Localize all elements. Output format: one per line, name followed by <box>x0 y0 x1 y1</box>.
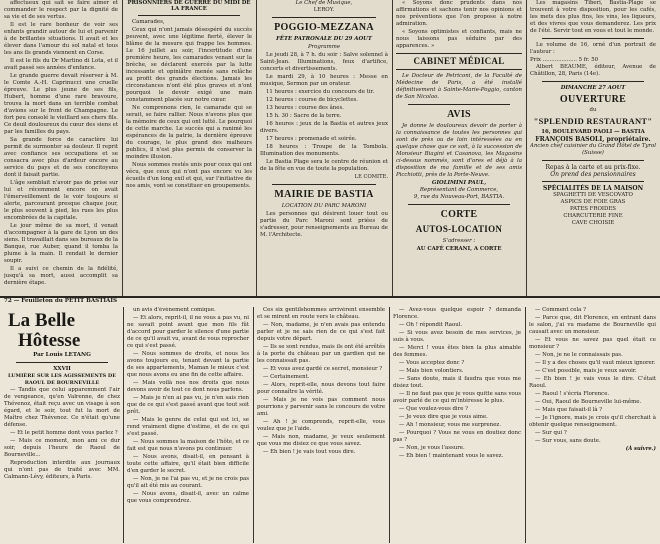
paragraph: — Mais non, madame, je veux seulement que vous me disiez ce que vous savez. <box>257 434 385 447</box>
top-col-3 <box>260 0 388 296</box>
paragraph: PATES FROIDES <box>570 206 616 212</box>
bottom-col-4 <box>393 307 521 543</box>
paragraph: — Ah ! je comprends, reprit-elle, vous voulez que je l'aide. <box>257 419 385 432</box>
paragraph: Le Bastia Plage sera le centre de réunion et de la fête en vue de toute la population. <box>260 159 388 172</box>
paragraph: — Non, madame, je n'en avais pas entendu parler et je ne sais rien de ce qui s'est fait depuis votre départ. <box>257 322 385 342</box>
paragraph: — Parce que, dit Florence, en entrant dans le salon, j'ai vu madame de Bourneville qui causait avec un monsieur. <box>529 315 656 335</box>
paragraph: Le grande guerre devait réserver à M. le Comte A.-H. Caprinucci une cruelle épreuve. Le plus jeune de ses fils, Hubert, homme d'une rare bravoure, trouva la mort dans un terrible combat d'avions sur le front de Champagne. Le fort peu consolé le vieillard ses chers fils. Ce deuil douloureux du cœur des siens et par les familles du pays. <box>4 73 118 135</box>
avis-headline: AVIS <box>447 109 471 120</box>
paragraph: Il a suivi ce chemin de la fidélité, jusqu'à sa mort, aussi accomplit sa dernière étape. <box>4 266 118 286</box>
paragraph: — Nous avons, disait-il, en pensant à toute cette affaire, qu'il était bien difficile d'en garder le secret. <box>127 454 249 474</box>
paragraph: 12 heures : course de bicyclettes. <box>266 97 358 103</box>
paragraph: — Et alors, reprit-il, il ne vous a pas vu, ni ne savait point avant que mon fils fût d'accord pour garder le silence d'une partie de ce qu'il avait vu, avant de vous reprocher ce qui s'est passé. <box>127 315 249 349</box>
paragraph: — Eh bien ! maintenant vous le savez. <box>399 453 504 459</box>
paragraph: — Sur vous, sans doute. <box>535 438 601 444</box>
giolimini-title: Représentant de Commerce, <box>419 187 499 193</box>
cafe-address: AU CAFÉ CERANI, A CORTE <box>416 246 502 252</box>
column-rule <box>525 307 526 543</box>
paragraph: — Non, je vous l'assure. <box>399 445 465 451</box>
paragraph: — Ils se sont rendus, mais ils ont été arrêtés à la porte du château par un gardien qui ne les connaissait pas. <box>257 344 385 364</box>
a-suivre: (À suivre.) <box>625 446 656 452</box>
paragraph: — Alors, reprit-elle, nous devons tout faire pour connaître la vérité. <box>257 382 385 395</box>
column-rule <box>256 0 257 296</box>
splendid-headline: "SPLENDID RESTAURANT" <box>533 116 653 126</box>
feuilleton-label: 72 — Feuilleton du PETIT BASTIAIS <box>4 298 117 304</box>
bottom-col-2 <box>127 307 249 543</box>
novel-title-1: La Belle <box>8 310 76 331</box>
paragraph: — Et vous avez gardé ce secret, monsieur ? <box>263 366 383 372</box>
paragraph: 15 h. 30 : Sacre de la terre. <box>266 113 342 119</box>
paragraph: — Mais je ne vois pas comment nous pourrions y parvenir sans le concours de votre ami. <box>257 397 385 417</box>
paragraph: « Soyons optimistes et confiants, mais ne nous laissons pas séduire par des apparences. » <box>396 29 522 49</box>
cabinet-headline: CABINET MÉDICAL <box>413 56 505 66</box>
paragraph: 13 heures : course des ânes. <box>266 105 344 111</box>
column-rule <box>122 0 123 296</box>
paragraph: 18 heures : Troupe de la Tombola. Illumination des monuments. <box>260 144 388 157</box>
paragraph: CAVE CHOISIE <box>571 220 615 226</box>
top-col-5 <box>530 0 656 296</box>
top-col-4 <box>396 0 522 296</box>
paragraph: — Si vous avez besoin de mes services, je suis à vous. <box>393 330 521 343</box>
column-rule <box>253 307 254 543</box>
bottom-col-1 <box>4 307 120 543</box>
date-line: DIMANCHE 27 AOUT <box>560 85 626 91</box>
paragraph: — Sans doute, mais il faudra que vous me disiez tout. <box>393 376 521 389</box>
paragraph: — Mais ce moment, mon ami ce dur soir, depuis l'heure de Raoul de Bourneville... <box>4 438 120 458</box>
paragraph: — Eh bien ! je vais vous le dire. C'était Raoul. <box>529 376 656 389</box>
column-rule <box>526 0 527 296</box>
paragraph: — Mais que faisait-il là ? <box>535 407 603 413</box>
paragraph: SPAGHETTI DE VESCOVATO <box>553 192 633 198</box>
owner-line: FRANÇOIS BASOLI, propriétaire. <box>535 136 651 143</box>
top-col-2 <box>126 0 252 296</box>
paragraph: — Pourquoi ? Vous ne vous en doutiez donc pas ? <box>393 430 521 443</box>
paragraph: — Mais je n'en ai pas vu, je n'en sais rien que de ce qui s'est passé avant que tout soit prêt. <box>127 395 249 415</box>
paragraph: Les magasins Tiberi, Bastia-Plage se trouvent à votre disposition, pour les cafés, les mets des plus fins, les vins, les liqueurs, et des vivres que vous demanderez. Les prix de l'été. Servir tout en vous et tout le monde. <box>530 0 656 34</box>
music-chief-line: Le Chef de Musique, <box>295 0 353 6</box>
column-rule <box>123 307 124 543</box>
paragraph: — Eh bien ! je vais tout vous dire. <box>263 449 356 455</box>
adresser-label: S'adresser : <box>442 238 476 244</box>
paragraph: Sa grande force de caractère lui permit de surmonter sa douleur. Il reprit avec confiance ses occupations et se consacra avec plus d'ardeur encore au service du pays et de ses concitoyens dont il faisait partie. <box>4 137 118 178</box>
paragraph: — Je veux dire que je vous aime. <box>399 414 488 420</box>
paragraph: L'âge semblait n'avoir pas de prise sur lui et récemment encore on avait l'émerveillement de le voir toujours si alerte, parcourant presque chaque jour, le plus souvent à pied, les rues les plus encombrées de la capitale. <box>4 180 118 221</box>
paragraph: — Raoul ! s'écria Florence. <box>535 391 610 397</box>
paragraph: 17 heures : promenade et soirée. <box>266 136 357 142</box>
comite-signature: LE COMITE. <box>354 174 388 180</box>
paragraph: — Comment cela ? <box>535 307 586 313</box>
music-chief-name: LEROY. <box>313 7 335 13</box>
owner-line-2: Ancien chef cuisinier du Grand Hôtel de Tyrol (Suisse) <box>530 143 656 156</box>
paragraph: — Mais voilà nos nos droits que nous devons avoir de tout ce dont nous parlons. <box>127 380 249 393</box>
paragraph: — Je l'ignore, mais je crois qu'il cherchait à obtenir quelque renseignement. <box>529 415 656 428</box>
paragraph: affectueux qui sait se faire aimer et commander le respect par la dignité de sa vie et de ses vertus. <box>4 0 118 20</box>
paragraph: — Certainement. <box>263 374 310 380</box>
prisoners-headline: PRISONNIERS DE GUERRE DU MIDI DE LA FRANCE <box>127 0 251 12</box>
paragraph: Ne comprenons rien, le camarade qui se serait, se faire rallier. Nous n'avons plus que la mémoire de ceux qui ont lutté. Le pourquoi de cette marche. Le succès qui a ranimé les espérances de la patrie, la dernière épreuve du courage, le plus grand des malheurs publics, il n'est plus permis de conserver la moindre illusion. <box>126 105 252 160</box>
paragraph: — Sur qui ? <box>535 430 567 436</box>
pension-line: On prend des pensionnaires <box>550 171 636 178</box>
paragraph: — Nous avons, disait-il, avec un calme que vous comprendrez. <box>127 491 249 504</box>
poggio-headline: POGGIO-MEZZANA <box>274 22 374 33</box>
specialites-headline: SPÉCIALITÉS DE LA MAISON <box>542 185 644 192</box>
paragraph: — Non, je ne l'ai pas vu, et je ne crois pas qu'il ait été mis au courant. <box>127 476 249 489</box>
volume-price: Prix .................... 5 fr. 50 <box>530 57 599 63</box>
paragraph: Il est le rare bonheur de voir ses enfants grandir autour de lui et parvenir à de brillantes situations. Il avait et les élever dans l'amour du sol natal et tous les ans ils grands viennent en Corse. <box>4 22 118 56</box>
giolimini-name: GIOLIMINI PAUL, <box>431 180 487 186</box>
paragraph: « Soyons donc prudents dans nos affirmations et sachons tenir nos opinions et nos préventions que l'on propose à notre admiration. <box>396 0 522 27</box>
column-rule <box>392 0 393 296</box>
paragraph: — C'est possible, mais je veux savoir. <box>535 368 637 374</box>
novel-author: Par Louis LETANG <box>33 352 91 358</box>
ouverture-headline: OUVERTURE <box>559 94 627 105</box>
paragraph: — Mais bien volontiers. <box>399 368 464 374</box>
paragraph: — Que voulez-vous dire ? <box>399 406 469 412</box>
paragraph: 11 heures : exercice du concours de tir. <box>266 89 375 95</box>
paragraph: — Avez-vous quelque espoir ? demanda Florence. <box>393 307 521 320</box>
bottom-col-3 <box>257 307 385 543</box>
column-rule <box>389 307 390 543</box>
paragraph: Nous sommes restés unis pour ceux qui ont vécu, que ceux qui n'ont pas encore vu les écueils d'un long exil et qui, sur l'initiative de nos amis, vont se constituer en groupements. <box>126 162 252 189</box>
paragraph: Je donne le douloureux devoir de porter à la connaissance de toutes les personnes qui sont de près ou de loin intéressées ou en quelque chose que ce soit, à la succession de Monsieur Biagini et Casanova, les Magasins ci-dessus nommés, sont d'ores et déjà à la disposition de ma famille et de ses amis Picchiotti, près de la Porte-Neuve. <box>396 123 522 178</box>
paragraph: — Il ne faut pas que je vous quitte sans vous avoir parlé de ce qui m'intéresse le plus. <box>393 391 521 404</box>
corte-headline: CORTE <box>440 209 478 220</box>
paragraph: — Nous sommes la maison de l'hôte, et ce fait est que nous n'avons pu continuer. <box>127 439 249 452</box>
bottom-col-5 <box>529 307 656 543</box>
paragraph: — Oui, Raoul de Bourneville lui-même. <box>535 399 642 405</box>
feuilleton-band <box>0 299 660 544</box>
paragraph: — Merci ! vous êtes bien la plus aimable des femmes. <box>393 345 521 358</box>
paragraph: Camarades, <box>132 19 165 25</box>
giolimini-address: 9, rue du Nouveau-Port, BASTIA. <box>413 194 505 200</box>
mairie-headline: MAIRIE DE BASTIA <box>274 189 374 200</box>
paragraph: Le jeudi 28, à 7 h. du soir : Salve solennel à Saint-Jean. Illuminations, feux d'artifice, concerts et divertissements. <box>260 52 388 72</box>
novel-title-2: Hôtesse <box>18 330 81 351</box>
paragraph: 16 heures : jeux de la Bastia et autres jeux divers. <box>260 121 388 134</box>
paragraph: Les personnes qui désirent louer tout ou partie du Parc Maroni sont priées de s'adresser, pour renseignements au Bureau de M. l'Architecte. <box>260 211 388 238</box>
part-number: XXVII <box>53 366 71 372</box>
autos-headline: AUTOS-LOCATION <box>415 224 503 234</box>
splendid-address: 16, BOULEVARD PAOLI — BASTIA <box>541 129 645 135</box>
du-label: du <box>589 107 597 113</box>
top-col-1 <box>4 0 118 296</box>
paragraph: — Mais le genre de celui qui est ici, se rend vraiment digne d'estime, et de ce qui s'est passé. <box>127 417 249 437</box>
paragraph: — Et vous ne savez pas quel était ce monsieur ? <box>529 337 656 350</box>
poggio-subheadline: FÊTE PATRONALE DU 29 AOUT <box>276 36 372 42</box>
paragraph: ASPICS DE FOIE GRAS <box>560 199 626 205</box>
paragraph: un avis d'événement comique. <box>133 307 216 313</box>
paragraph: Le mardi 29, à 10 heures : Messe en musique, Sermon par un orateur. <box>260 74 388 87</box>
chapter-title: LUMIÈRE SUR LES AGISSEMENTS DE RAOUL DE BOURNEVILLE <box>7 373 117 386</box>
paragraph: — Vous acceptez donc ? <box>399 360 465 366</box>
paragraph: Ceux qui n'ont jamais désespéré du succès peuvent, avec une légitime fierté, élever le blâme de la mesure qui frappe les hommes. Le 16 juillet au soir, l'incertitude d'une première heure, les camarades venant sur la brèche, se déclarent exercés par la lutte incessante et opiniâtre menée sans relâche au profit des grands élections. Jamais les circonstances n'ont été plus graves et n'ont pourquoi le devoir exigé une main constamment placée sur notre cœur. <box>126 27 252 103</box>
repas-line: Repas à la carte et au prix-fixe. <box>545 164 641 171</box>
paragraph: CHARCUTERIE FINE <box>563 213 623 219</box>
volume-publisher: Albert BEAUME, éditeur, Avenue de Châtillon, 28, Paris (14e). <box>530 64 656 77</box>
paragraph: — Nous sommes de droits, et nous les avons toujours eu, tenant devant la partie de ses appartements, Maman le mieux c'est que nous avons eu une fin de cette affaire. <box>127 351 249 378</box>
paragraph: — Et le petit homme dont vous parlez ? <box>10 430 118 436</box>
paragraph: Il est le fils du Dr Martino di Lota, et il avait passé ses années d'enfance. <box>4 58 118 71</box>
paragraph: — Ah ! monsieur, vous me surprenez. <box>399 422 501 428</box>
volume-ad: Le volume de 16, orné d'un portrait de l'auteur : <box>530 42 656 55</box>
paragraph: — Il y a des choses qu'il vaut mieux ignorer. <box>535 360 656 366</box>
paragraph: Le jour même de sa mort, il venait d'accompagner à la gare de Lyon un des siens. Il travaillait dans ses bureaux de la Banque, rue Auber, quand il tomba la plume à la main. Il rendait le dernier soupir. <box>4 223 118 264</box>
paragraph: — Tandis que celui apparemment l'air de vengeance, qu'en Valrenne, de chez Thévenoz, était reçu avec un visage à son égard, et le soir, tout fut la mort de Maître chez Thévenoz. Ce n'était qu'une défense. <box>4 387 120 428</box>
paragraph: Reproduction interdite aux journaux qui n'ont pas de traité avec MM. Calmann-Lévy, éditeurs, à Paris. <box>4 460 120 480</box>
parc-subheadline: LOCATION DU PARC MARONI <box>281 203 367 209</box>
paragraph: Ces six gentilshommes arrivèrent ensemble et se mirent en route vers le château. <box>257 307 385 320</box>
paragraph: — Oh ! répondit Raoul. <box>399 322 463 328</box>
paragraph: Le Docteur de Petriconi, de la Faculté de Médecine de Paris, a été installé définitivement à Sainte-Marie-Poggio, canton de San Nicolao. <box>396 73 522 100</box>
paragraph: — Non, je ne le connaissais pas. <box>535 352 623 358</box>
programme-label: Programme <box>307 44 341 50</box>
